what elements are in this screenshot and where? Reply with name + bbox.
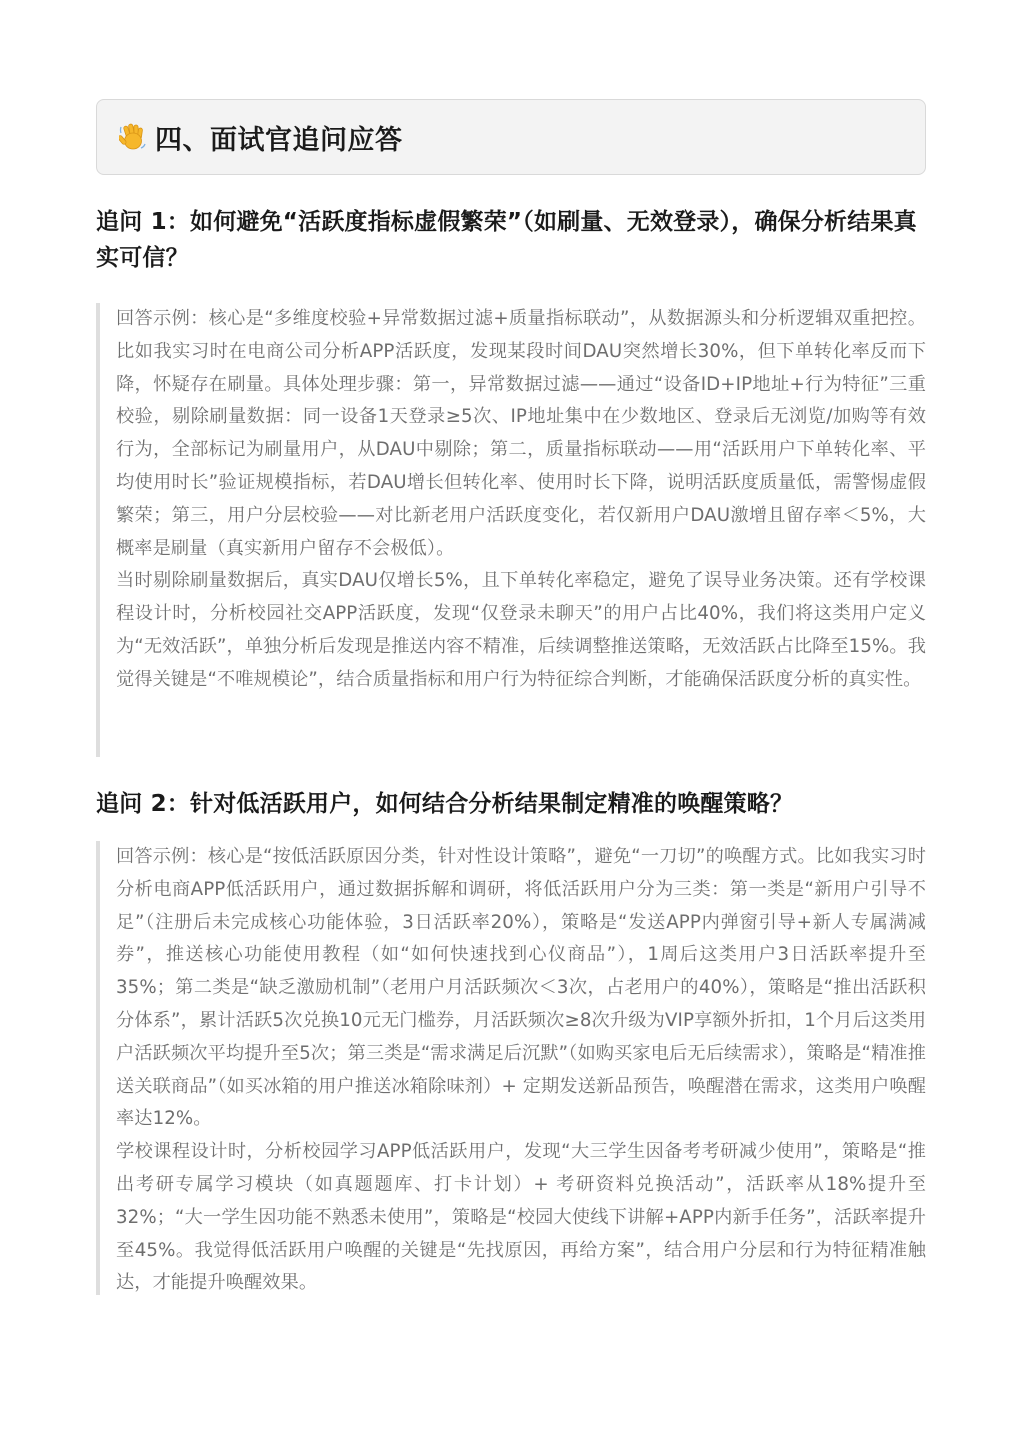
section-header xyxy=(96,99,926,175)
question-2-answer-quote xyxy=(96,841,926,1295)
answer-paragraph: 当时剔除刷量数据后，真实DAU仅增长5%，且下单转化率稳定，避免了误导业务决策。还有学校课程设计时，分析校园社交APP活跃度，发现“仅登录未聊天”的用户占比40%，我们将这类用户定义为“无效活跃”，单独分析后发现是推送内容不精准，后续调整推送策略，无效活跃占比降至15%。我觉得关键是“不唯规模论”，结合质量指标和用户行为特征综合判断，才能确保活跃度分析的真实性。 xyxy=(116,570,926,690)
answer-paragraph: 回答示例：核心是“按低活跃原因分类，针对性设计策略”，避免“一刀切”的唤醒方式。比如我实习时分析电商APP低活跃用户，通过数据拆解和调研，将低活跃用户分为三类：第一类是“新用户引导不足”（注册后未完成核心功能体验，3日活跃率20%），策略是“发送APP内弹窗引导+新人专属满减券”，推送核心功能使用教程（如“如何快速找到心仪商品”），1周后这类用户3日活跃率提升至35%；第二类是“缺乏激励机制”（老用户月活跃频次＜3次，占老用户的40%），策略是“推出活跃积分体系”，累计活跃5次兑换10元无门槛券，月活跃频次≥8次升级为VIP享额外折扣，1个月后这类用户活跃频次平均提升至5次；第三类是“需求满足后沉默”（如购买家电后无后续需求），策略是“精准推送关联商品”（如买冰箱的用户推送冰箱除味剂）+ 定期发送新品预告，唤醒潜在需求，这类用户唤醒率达12%。 xyxy=(116,846,926,1130)
question-2-title: 追问 2：针对低活跃用户，如何结合分析结果制定精准的唤醒策略？ xyxy=(96,791,794,817)
answer-paragraph: 学校课程设计时，分析校园学习APP低活跃用户，发现“大三学生因备考考研减少使用”，策略是“推出考研专属学习模块（如真题题库、打卡计划）+ 考研资料兑换活动”，活跃率从18%提升至32%；“大一学生因功能不熟悉未使用”，策略是“校园大使线下讲解+APP内新手任务”，活跃率提升至45%。我觉得低活跃用户唤醒的关键是“先找原因，再给方案”，结合用户分层和行为特征精准触达，才能提升唤醒效果。 xyxy=(116,1141,926,1294)
answer-paragraph: 回答示例：核心是“多维度校验+异常数据过滤+质量指标联动”，从数据源头和分析逻辑双重把控。比如我实习时在电商公司分析APP活跃度，发现某段时间DAU突然增长30%，但下单转化率反而下降，怀疑存在刷量。具体处理步骤：第一，异常数据过滤——通过“设备ID+IP地址+行为特征”三重校验，剔除刷量数据：同一设备1天登录≥5次、IP地址集中在少数地区、登录后无浏览/加购等有效行为，全部标记为刷量用户，从DAU中剔除；第二，质量指标联动——用“活跃用户下单转化率、平均使用时长”验证规模指标，若DAU增长但转化率、使用时长下降，说明活跃度质量低，需警惕虚假繁荣；第三，用户分层校验——对比新老用户活跃度变化，若仅新用户DAU激增且留存率＜5%，大概率是刷量（真实新用户留存不会极低）。 xyxy=(116,308,926,559)
waving-hand-icon xyxy=(119,122,147,152)
section-title: 四、面试官追问应答 xyxy=(155,124,403,156)
question-1-answer-quote xyxy=(96,303,926,757)
question-1-title: 追问 1：如何避免“活跃度指标虚假繁荣”（如刷量、无效登录），确保分析结果真实可信？ xyxy=(96,209,917,271)
